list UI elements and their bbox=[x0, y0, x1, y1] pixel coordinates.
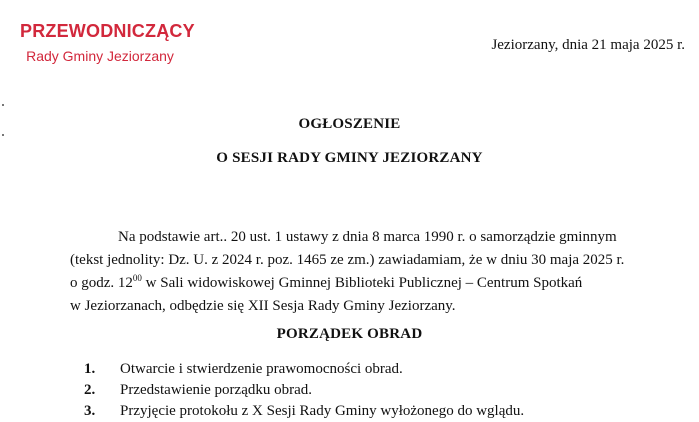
scan-mark bbox=[2, 134, 4, 136]
announcement-heading: OGŁOSZENIE bbox=[298, 116, 401, 132]
agenda-heading: PORZĄDEK OBRAD bbox=[276, 326, 423, 342]
time-suffix: w Sali widowiskowej Gminnej Biblioteki Publicznej – Centrum Spotkań bbox=[141, 275, 583, 291]
subject-heading: O SESJI RADY GMINY JEZIORZANY bbox=[216, 150, 483, 166]
agenda-item-number: 3. bbox=[84, 403, 96, 419]
agenda-item bbox=[84, 359, 524, 380]
agenda-item-text: Otwarcie i stwierdzenie prawomocności obrad. bbox=[120, 361, 403, 377]
stamp-subtitle: Rady Gminy Jeziorzany bbox=[26, 48, 174, 64]
official-stamp bbox=[20, 20, 195, 65]
body-line: w Jeziorzanach, odbędzie się XII Sesja Rady Gminy Jeziorzany. bbox=[70, 298, 456, 314]
scan-mark bbox=[2, 104, 4, 106]
time-prefix: o godz. 12 bbox=[70, 275, 133, 291]
body-line: Na podstawie art.. 20 ust. 1 ustawy z dnia 8 marca 1990 r. o samorządzie gminnym bbox=[118, 229, 617, 245]
agenda-item-text: Przedstawienie porządku obrad. bbox=[120, 382, 313, 398]
stamp-title: PRZEWODNICZĄCY bbox=[20, 21, 195, 41]
agenda-item bbox=[84, 401, 524, 422]
time-minutes: 00 bbox=[132, 273, 142, 283]
agenda-item bbox=[84, 380, 524, 401]
body-line: (tekst jednolity: Dz. U. z 2024 r. poz. 1465 ze zm.) zawiadamiam, że w dniu 30 maja 2025 r. bbox=[70, 252, 625, 268]
announcement-body bbox=[70, 226, 690, 318]
agenda-item-text: Przyjęcie protokołu z X Sesji Rady Gminy wyłożonego do wglądu. bbox=[120, 403, 525, 419]
agenda-item-number: 2. bbox=[84, 382, 96, 398]
body-line-time bbox=[70, 272, 690, 295]
agenda-item-number: 1. bbox=[84, 361, 96, 377]
document-date: Jeziorzany, dnia 21 maja 2025 r. bbox=[491, 37, 685, 53]
